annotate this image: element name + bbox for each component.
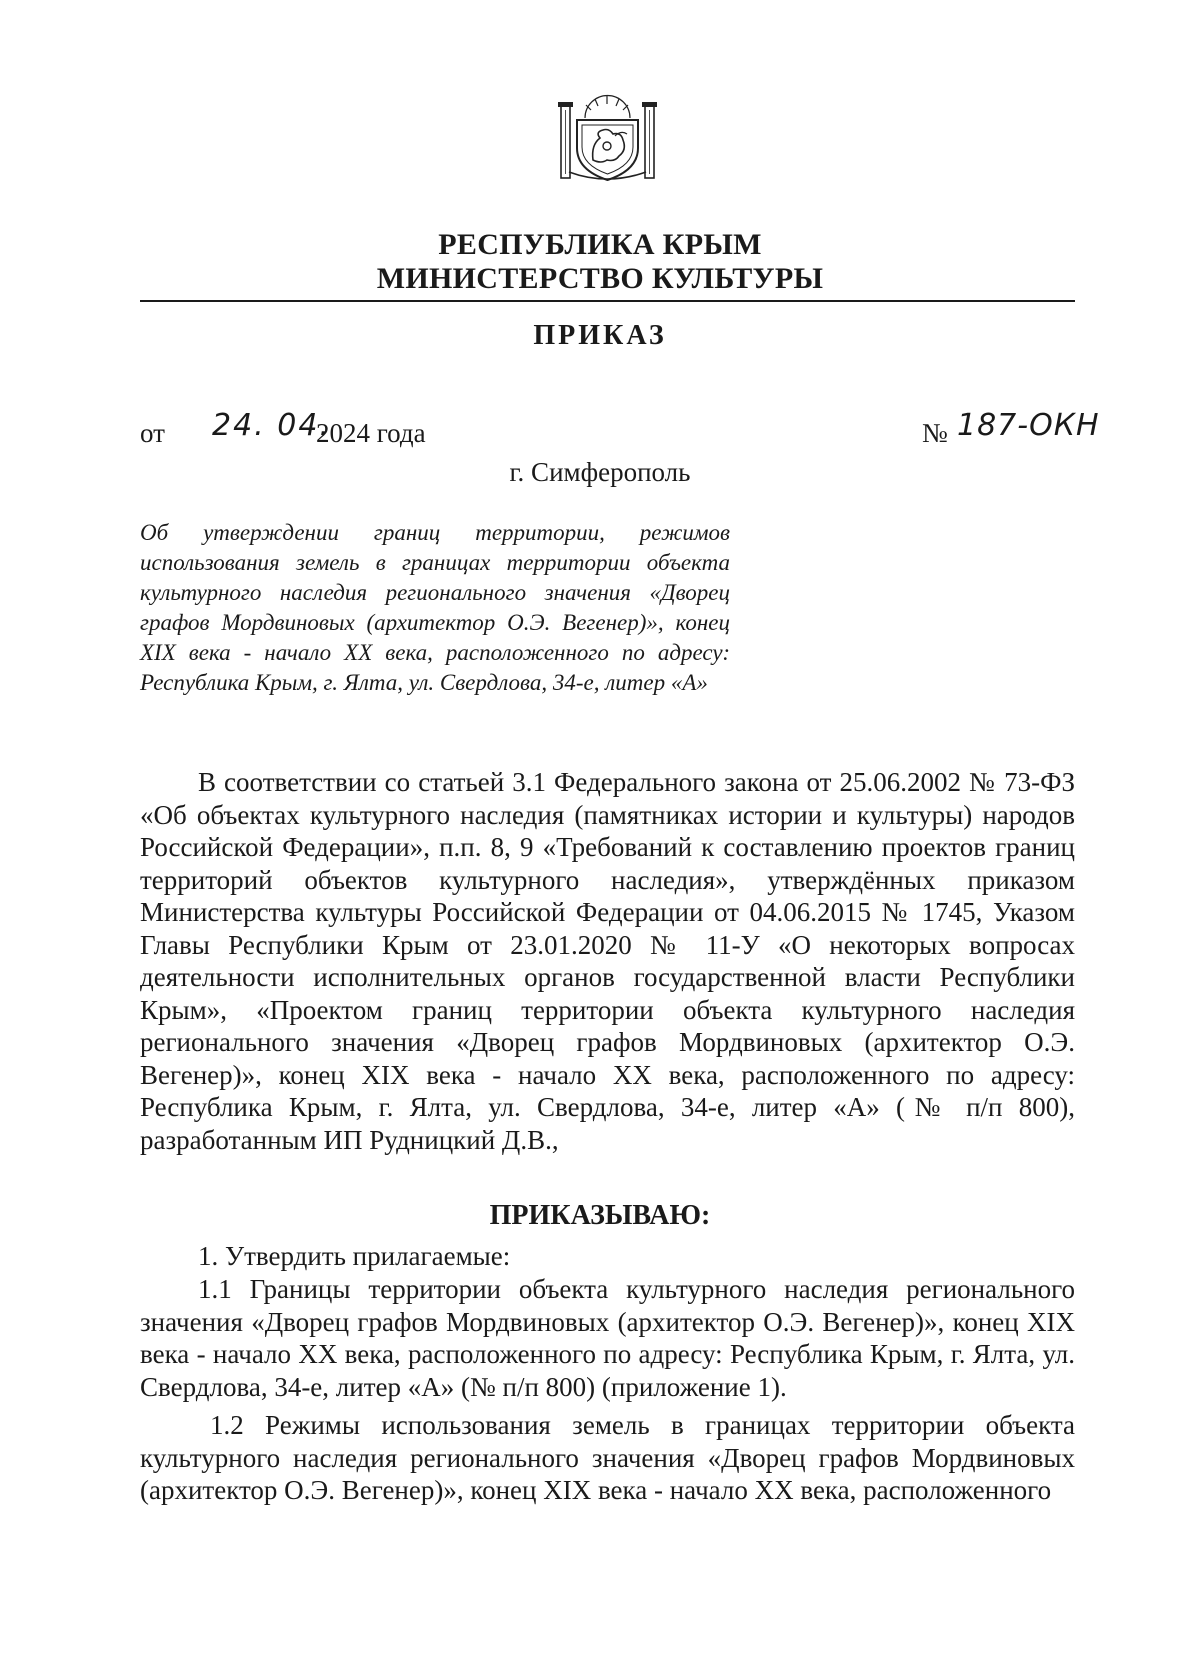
date-from-label: от <box>140 418 165 448</box>
header-divider <box>140 300 1075 302</box>
city: г. Симферополь <box>509 457 691 487</box>
order-item-1-2: 1.2 Режимы использования земель в границах территории объекта культурного наследия регионального значения «Дворец графов Мордвиновых (архитектор О.Э. Вегенер)», конец XIX века - начало XX века, расположенного <box>140 1410 1075 1505</box>
order-item-1-1: 1.1 Границы территории объекта культурного наследия регионального значения «Дворец графов Мордвиновых (архитектор О.Э. Вегенер)», конец XIX века - начало XX века, расположенного по адресу: Республика Крым, г. Ялта, ул. Свердлова, 34-е, литер «А» (№ п/п 800) (приложение 1). <box>140 1274 1075 1402</box>
handwritten-date: 24. 04. <box>212 408 331 443</box>
preamble-paragraph: В соответствии со статьей 3.1 Федерального закона от 25.06.2002 № 73-ФЗ «Об объектах культурного наследия (памятниках истории и культуры) народов Российской Федерации», п.п. 8, 9 «Требований к составлению проектов границ территорий объектов культурного наследия», утверждённых приказом Министерства культуры Российской Федерации от 04.06.2015 № 1745, Указом Главы Республики Крым от 23.01.2020 № 11-У «О некоторых вопросах деятельности исполнительных органов государственной власти Республики Крым», «Проектом границ территории объекта культурного наследия регионального значения «Дворец графов Мордвиновых (архитектор О.Э. Вегенер)», конец XIX века - начало XX века, расположенного по адресу: Республика Крым, г. Ялта, ул. Свердлова, 34-е, литер «А» (№ п/п 800), разработанным ИП Рудницкий Д.В., <box>140 767 1075 1155</box>
order-subject: Об утверждении границ территории, режимов использования земель в границах территории объекта культурного наследия регионального значения «Дворец графов Мордвиновых (архитектор О.Э. Вегенер)», конец XIX века - начало XX века, расположенного по адресу: Республика Крым, г. Ялта, ул. Свердлова, 34-е, литер «А» <box>140 520 730 695</box>
header-ministry: МИНИСТЕРСТВО КУЛЬТУРЫ <box>376 262 824 295</box>
order-heading: ПРИКАЗЫВАЮ: <box>489 1200 711 1231</box>
document-title: ПРИКАЗ <box>533 320 667 351</box>
date-year: 2024 года <box>316 418 426 448</box>
handwritten-order-number: 187-ОКН <box>957 408 1100 443</box>
header-republic: РЕСПУБЛИКА КРЫМ <box>438 228 762 261</box>
order-item-1: 1. Утвердить прилагаемые: <box>198 1241 511 1271</box>
number-label: № <box>922 418 948 448</box>
crimea-coat-of-arms-icon <box>555 90 660 185</box>
